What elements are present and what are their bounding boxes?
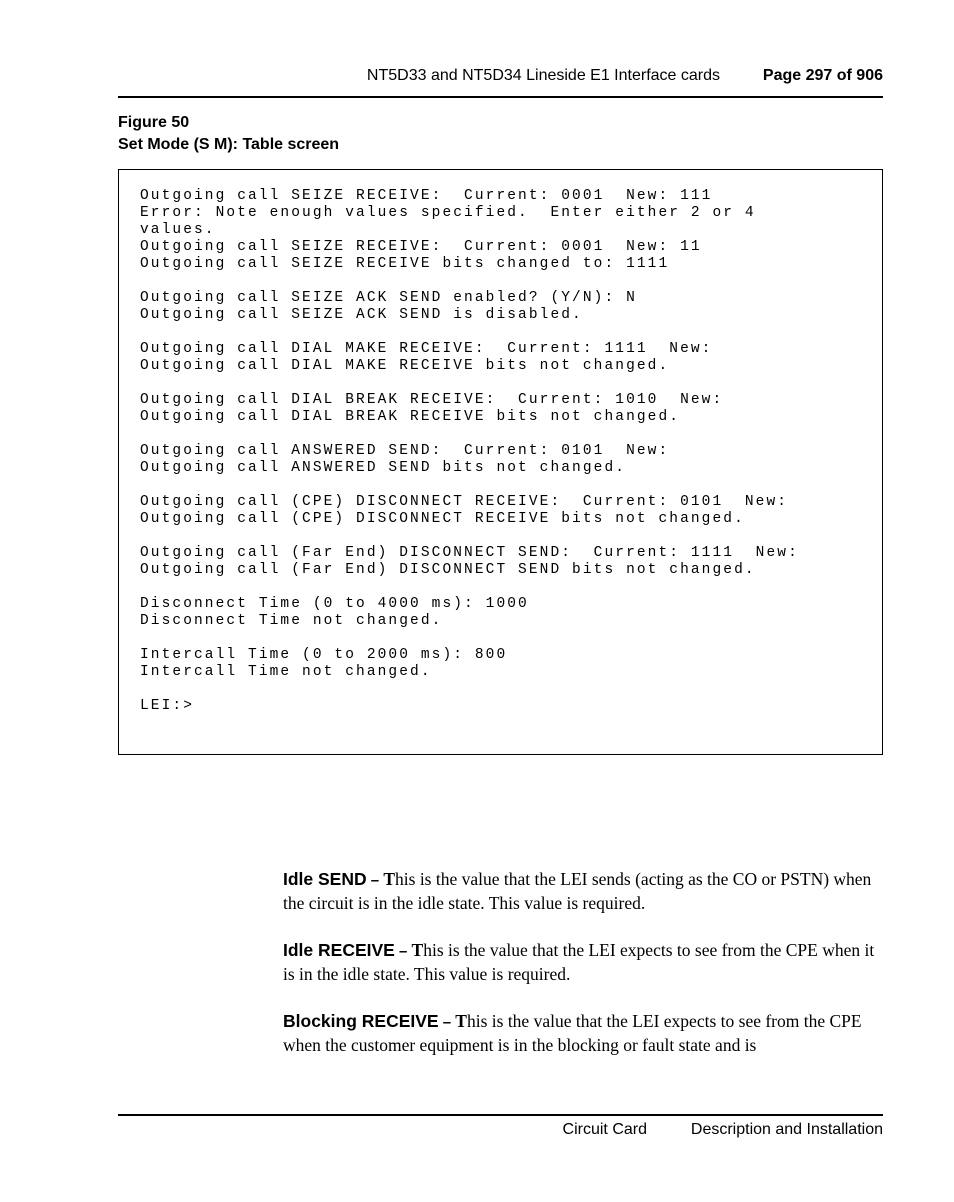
definition-text: his is the value that the LEI expects to see from the CPE when it is in the idle state. This value is required. <box>283 940 875 984</box>
terminal-output: Outgoing call SEIZE RECEIVE: Current: 0001 New: 111 Error: Note enough values specified. Enter either 2 or 4 values. Outgoing call SEIZE RECEIVE: Current: 0001 New: 11 Outgoing call SEIZE RECEIVE bits changed to: 1111 Outgoing call SEIZE ACK SEND enabled? (Y/N): N Outgoing call SEIZE ACK SEND is disabled. Outgoing call DIAL MAKE RECEIVE: Current: 1111 New: Outgoing call DIAL MAKE RECEIVE bits not changed. Outgoing call DIAL BREAK RECEIVE: Current: 1010 New: Outgoing call DIAL BREAK RECEIVE bits not changed. Outgoing call ANSWERED SEND: Current: 0101 New: Outgoing call ANSWERED SEND bits not changed. Outgoing call (CPE) DISCONNECT RECEIVE: Current: 0101 New: Outgoing call (CPE) DISCONNECT RECEIVE bits not changed. Outgoing call (Far End) DISCONNECT SEND: Current: 1111 New: Outgoing call (Far End) DISCONNECT SEND bits not changed. Disconnect Time (0 to 4000 ms): 1000 Disconnect Time not changed. Intercall Time (0 to 2000 ms): 800 Intercall Time not changed. LEI:> <box>140 188 799 714</box>
page-footer <box>118 1114 883 1146</box>
page-number: Page 297 of 906 <box>762 67 883 84</box>
footer-book: Circuit Card <box>562 1121 647 1138</box>
term-dash: – <box>438 1014 456 1031</box>
figure-title: Set Mode (S M): Table screen <box>118 136 340 153</box>
definition-idle-send <box>283 868 883 915</box>
definitions-list <box>283 868 883 1081</box>
definition-initial: T <box>455 1011 467 1031</box>
definition-idle-receive <box>283 939 883 986</box>
footer-title: Description and Installation <box>690 1121 883 1138</box>
term-dash: – <box>394 943 412 960</box>
definition-text: his is the value that the LEI expects to see from the CPE when the customer equipment is in the blocking or fault state and is <box>283 1011 862 1055</box>
definition-initial: T <box>383 869 396 889</box>
definition-text: his is the value that the LEI sends (acting as the CO or PSTN) when the circuit is in the idle state. This value is required. <box>283 869 872 913</box>
page-header <box>118 64 883 98</box>
definition-initial: T <box>411 940 424 960</box>
figure-number: Figure 50 <box>118 114 190 131</box>
term-dash: – <box>366 872 384 889</box>
term: Idle RECEIVE <box>283 940 395 960</box>
definition-blocking-receive <box>283 1010 883 1057</box>
term: Blocking RECEIVE <box>283 1011 439 1031</box>
terminal-screen <box>118 169 883 755</box>
term: Idle SEND <box>283 869 367 889</box>
document-title: NT5D33 and NT5D34 Lineside E1 Interface cards <box>366 67 720 84</box>
